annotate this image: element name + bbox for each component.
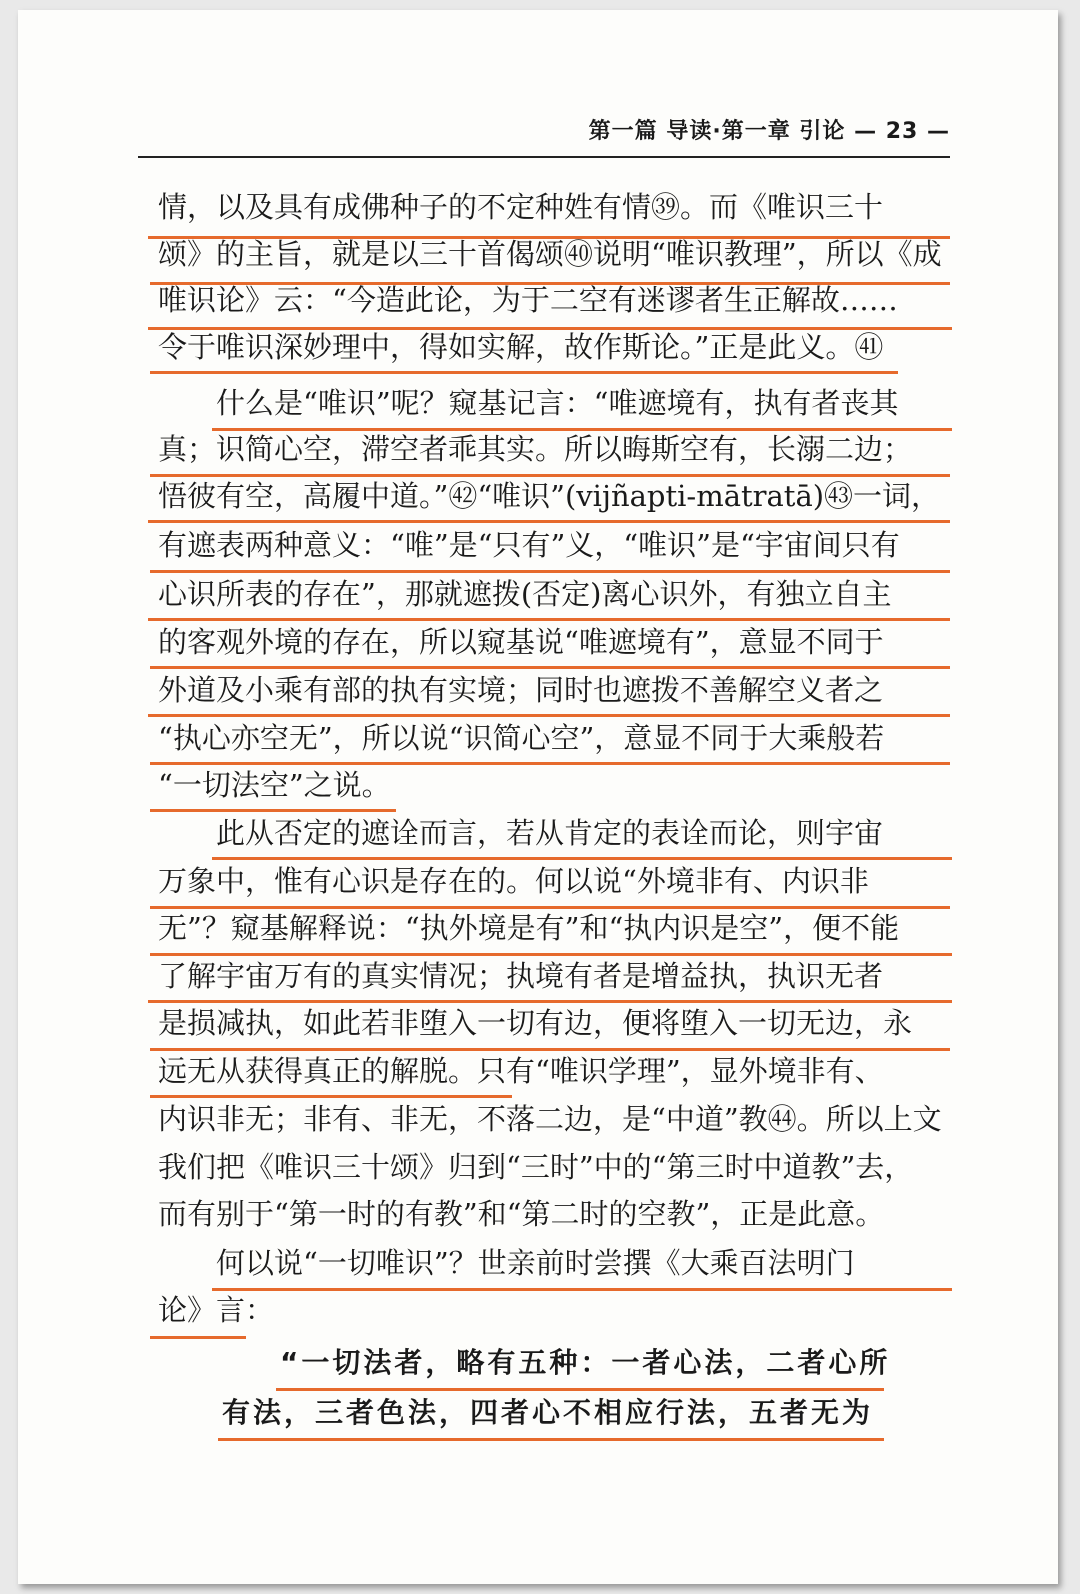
highlight-underline <box>150 282 950 285</box>
highlight-underline <box>148 327 952 330</box>
highlight-underline <box>150 953 952 956</box>
header-chapter: 引论 <box>799 119 846 144</box>
text-line: 我们把《唯识三十颂》归到“三时”中的“第三时中道教”去， <box>158 1150 914 1184</box>
text-line: 心识所表的存在”，那就遮拨(否定)离心识外，有独立自主 <box>158 577 892 611</box>
text-line: 论》言： <box>158 1293 275 1327</box>
text-line: 的客观外境的存在，所以窥基说“唯遮境有”，意显不同于 <box>158 625 884 659</box>
highlight-underline <box>150 809 396 812</box>
highlight-underline <box>148 1000 952 1003</box>
text-line: 颂》的主旨，就是以三十首偈颂㊵说明“唯识教理”，所以《成 <box>158 237 942 271</box>
text-line: 令于唯识深妙理中，得如实解，故作斯论。”正是此义。㊶ <box>158 330 884 364</box>
text-line: “执心亦空无”，所以说“识简心空”，意显不同于大乘般若 <box>158 721 885 755</box>
text-line: 而有别于“第一时的有教”和“第二时的空教”，正是此意。 <box>158 1197 885 1231</box>
header-part: 第一篇 <box>588 119 658 144</box>
text-line: 悟彼有空，高履中道。”㊷“唯识”(vijñapti-mātratā)㊸一词， <box>158 479 941 513</box>
text-line: 了解宇宙万有的真实情况；执境有者是增益执，执识无者 <box>158 959 884 993</box>
text-line: 外道及小乘有部的执有实境；同时也遮拨不善解空义者之 <box>158 673 884 707</box>
highlight-underline <box>150 474 950 477</box>
highlight-underline <box>148 714 950 717</box>
highlight-underline <box>150 570 950 573</box>
highlight-underline <box>148 618 950 621</box>
text-line: 无”？窥基解释说：“执外境是有”和“执内识是空”，便不能 <box>158 911 900 945</box>
text-line: 万象中，惟有心识是存在的。何以说“外境非有、内识非 <box>158 864 869 898</box>
text-line: “一切法空”之说。 <box>158 768 391 802</box>
highlight-underline <box>212 1288 952 1291</box>
highlight-underline <box>150 1336 246 1339</box>
block-quote-line: 有法，三者色法，四者心不相应行法，五者无为 <box>222 1396 874 1429</box>
highlight-underline <box>218 1438 884 1441</box>
paragraph-start-line: 什么是“唯识”呢？窥基记言：“唯遮境有，执有者丧其 <box>216 386 899 420</box>
text-line: 远无从获得真正的解脱。只有“唯识学理”，显外境非有、 <box>158 1054 884 1088</box>
highlight-underline <box>212 428 952 431</box>
block-quote-line: “一切法者，略有五种：一者心法，二者心所 <box>280 1346 891 1379</box>
text-line: 有遮表两种意义：“唯”是“只有”义，“唯识”是“宇宙间只有 <box>158 528 900 562</box>
header-section: 导读·第一章 <box>666 119 791 144</box>
text-line: 真；识简心空，滞空者乖其实。所以晦斯空有，长溺二边； <box>158 432 913 466</box>
highlight-underline <box>150 762 950 765</box>
text-line: 是损减执，如此若非堕入一切有边，便将堕入一切无边，永 <box>158 1006 913 1040</box>
highlight-underline <box>150 371 898 374</box>
text-line: 情，以及具有成佛种子的不定种姓有情㊴。而《唯识三十 <box>158 190 884 224</box>
highlight-underline <box>212 857 952 860</box>
paragraph-start-line: 此从否定的遮诠而言，若从肯定的表诠而论，则宇宙 <box>216 816 884 850</box>
highlight-underline <box>150 1048 950 1051</box>
text-line: 内识非无；非有、非无，不落二边，是“中道”教㊹。所以上文 <box>158 1102 942 1136</box>
highlight-underline <box>150 906 950 909</box>
running-header <box>138 112 950 158</box>
page-number: — 23 — <box>854 119 950 144</box>
highlight-underline <box>148 520 950 523</box>
text-line: 唯识论》云：“今造此论，为于二空有迷谬者生正解故…… <box>158 283 898 317</box>
highlight-underline <box>148 236 950 239</box>
highlight-underline <box>150 1095 512 1098</box>
paragraph-start-line: 何以说“一切唯识”？世亲前时尝撰《大乘百法明门 <box>216 1246 855 1280</box>
highlight-underline <box>276 1388 884 1391</box>
highlight-underline <box>150 666 950 669</box>
